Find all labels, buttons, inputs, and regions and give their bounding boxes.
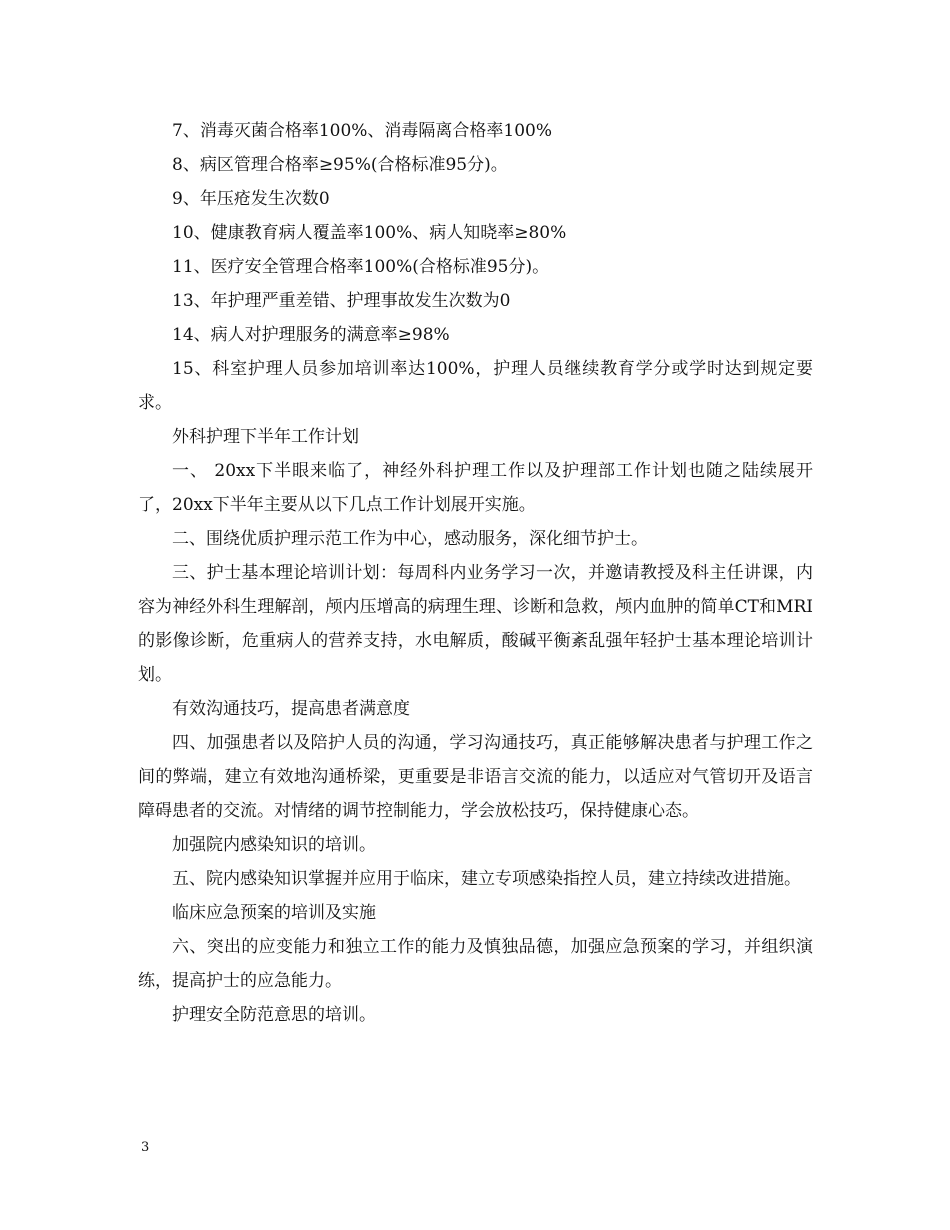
section-heading: 外科护理下半年工作计划 (172, 427, 359, 447)
subheading-communication: 有效沟通技巧，提高患者满意度 (172, 699, 410, 719)
list-item-11: 11、医疗安全管理合格率100%(合格标准95分)。 (172, 257, 550, 277)
list-item-10: 10、健康教育病人覆盖率100%、病人知晓率≥80% (172, 223, 567, 243)
list-item-9: 9、年压疮发生次数0 (172, 189, 330, 209)
list-item-15: 15、科室护理人员参加培训率达100%，护理人员继续教育学分或学时达到规定要求。 (138, 359, 813, 413)
list-item-8: 8、病区管理合格率≥95%(合格标准95分)。 (172, 155, 508, 175)
page-number: 3 (141, 1140, 150, 1155)
plan-item-1: 一、 20xx下半眼来临了，神经外科护理工作以及护理部工作计划也随之陆续展开了，20xx下半年主要从以下几点工作计划展开实施。 (138, 461, 813, 515)
list-item-14: 14、病人对护理服务的满意率≥98% (172, 325, 450, 345)
plan-item-5: 五、院内感染知识掌握并应用于临床，建立专项感染指控人员，建立持续改进措施。 (172, 869, 801, 889)
list-item-7: 7、消毒灭菌合格率100%、消毒隔离合格率100% (172, 121, 553, 141)
subheading-infection: 加强院内感染知识的培训。 (172, 835, 376, 855)
plan-item-6: 六、突出的应变能力和独立工作的能力及慎独品德，加强应急预案的学习，并组织演练，提高护士的应急能力。 (138, 937, 813, 991)
document-body (138, 114, 813, 1032)
subheading-safety: 护理安全防范意思的培训。 (172, 1005, 376, 1025)
subheading-emergency: 临床应急预案的培训及实施 (172, 903, 376, 923)
plan-item-4: 四、加强患者以及陪护人员的沟通，学习沟通技巧，真正能够解决患者与护理工作之间的弊端，建立有效地沟通桥梁，更重要是非语言交流的能力，以适应对气管切开及语言障碍患者的交流。对情绪的调节控制能力，学会放松技巧，保持健康心态。 (138, 733, 813, 821)
list-item-13: 13、年护理严重差错、护理事故发生次数为0 (172, 291, 511, 311)
plan-item-3: 三、护士基本理论培训计划：每周科内业务学习一次，并邀请教授及科主任讲课，内容为神经外科生理解剖，颅内压增高的病理生理、诊断和急救，颅内血肿的简单CT和MRI的影像诊断，危重病人的营养支持，水电解质，酸碱平衡紊乱强年轻护士基本理论培训计划。 (138, 563, 813, 685)
plan-item-2: 二、围绕优质护理示范工作为中心，感动服务，深化细节护士。 (172, 529, 648, 549)
